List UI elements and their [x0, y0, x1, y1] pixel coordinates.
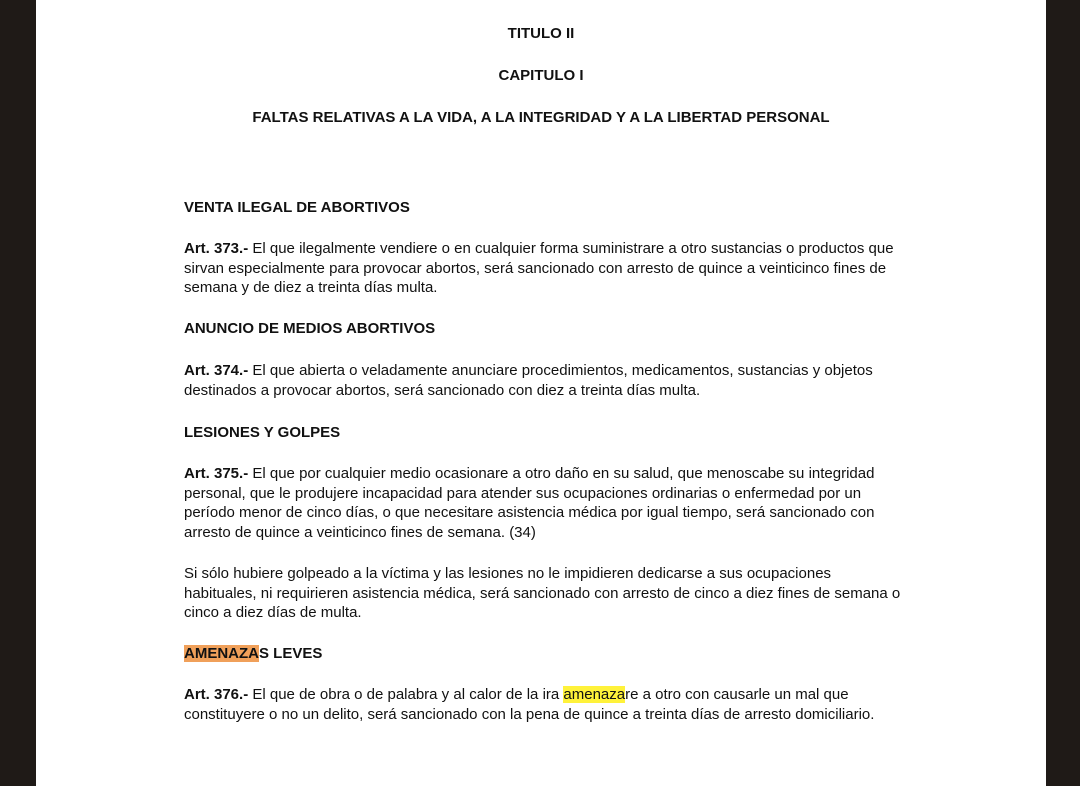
heading-amenazas-rest: S LEVES	[259, 645, 323, 662]
heading-lesiones: LESIONES Y GOLPES	[184, 424, 341, 441]
article-374-text: El que abierta o veladamente anunciare procedimientos, medicamentos, sustancias y objetos destinados a provocar abortos, será sancionado con diez a treinta días multa.	[184, 362, 873, 399]
article-375-paragraph-2: Si sólo hubiere golpeado a la víctima y las lesiones no le impidieren dedicarse a sus ocupaciones habituales, ni requirieren asistencia médica, será sancionado con arresto de cinco a diez fines de semana o cinco a diez días de multa.	[184, 565, 901, 621]
article-373-text: El que ilegalmente vendiere o en cualquier forma suministrare a otro sustancias o productos que sirvan especialmente para provocar abortos, será sancionado con arresto de quince a veinticinco fines de semana y de diez a treinta días multa.	[184, 240, 894, 296]
article-376	[184, 685, 904, 724]
highlight-amenaza-heading: AMENAZA	[184, 645, 259, 662]
title-titulo: TITULO II	[507, 25, 575, 42]
document-page	[36, 0, 1046, 786]
heading-venta-ilegal: VENTA ILEGAL DE ABORTIVOS	[184, 199, 410, 216]
heading-amenazas	[184, 644, 904, 664]
article-375-number: Art. 375.-	[184, 465, 249, 482]
article-375-text: El que por cualquier medio ocasionare a otro daño en su salud, que menoscabe su integridad personal, que le produjere incapacidad para atender sus ocupaciones ordinarias o enfermedad por un período menor de cinco días, o que necesitare asistencia médica por igual tiempo, será sancionado con arresto de quince a veinticinco fines de semana. (34)	[184, 465, 875, 541]
title-faltas: FALTAS RELATIVAS A LA VIDA, A LA INTEGRIDAD Y A LA LIBERTAD PERSONAL	[252, 109, 830, 126]
heading-anuncio: ANUNCIO DE MEDIOS ABORTIVOS	[184, 320, 436, 337]
article-373	[184, 239, 904, 298]
article-376-text-post: re a otro con causarle un mal que constituyere o no un delito, será sancionado con la pena de quince a treinta días de arresto domiciliario.	[184, 686, 875, 723]
highlight-amenaza-text: amenaza	[563, 686, 626, 703]
title-capitulo: CAPITULO I	[498, 67, 584, 84]
article-374	[184, 361, 904, 400]
article-376-text-pre: El que de obra o de palabra y al calor de la ira	[248, 686, 564, 703]
article-373-number: Art. 373.-	[184, 240, 249, 257]
article-374-number: Art. 374.-	[184, 362, 249, 379]
article-375	[184, 464, 904, 542]
article-376-number: Art. 376.-	[184, 686, 249, 703]
